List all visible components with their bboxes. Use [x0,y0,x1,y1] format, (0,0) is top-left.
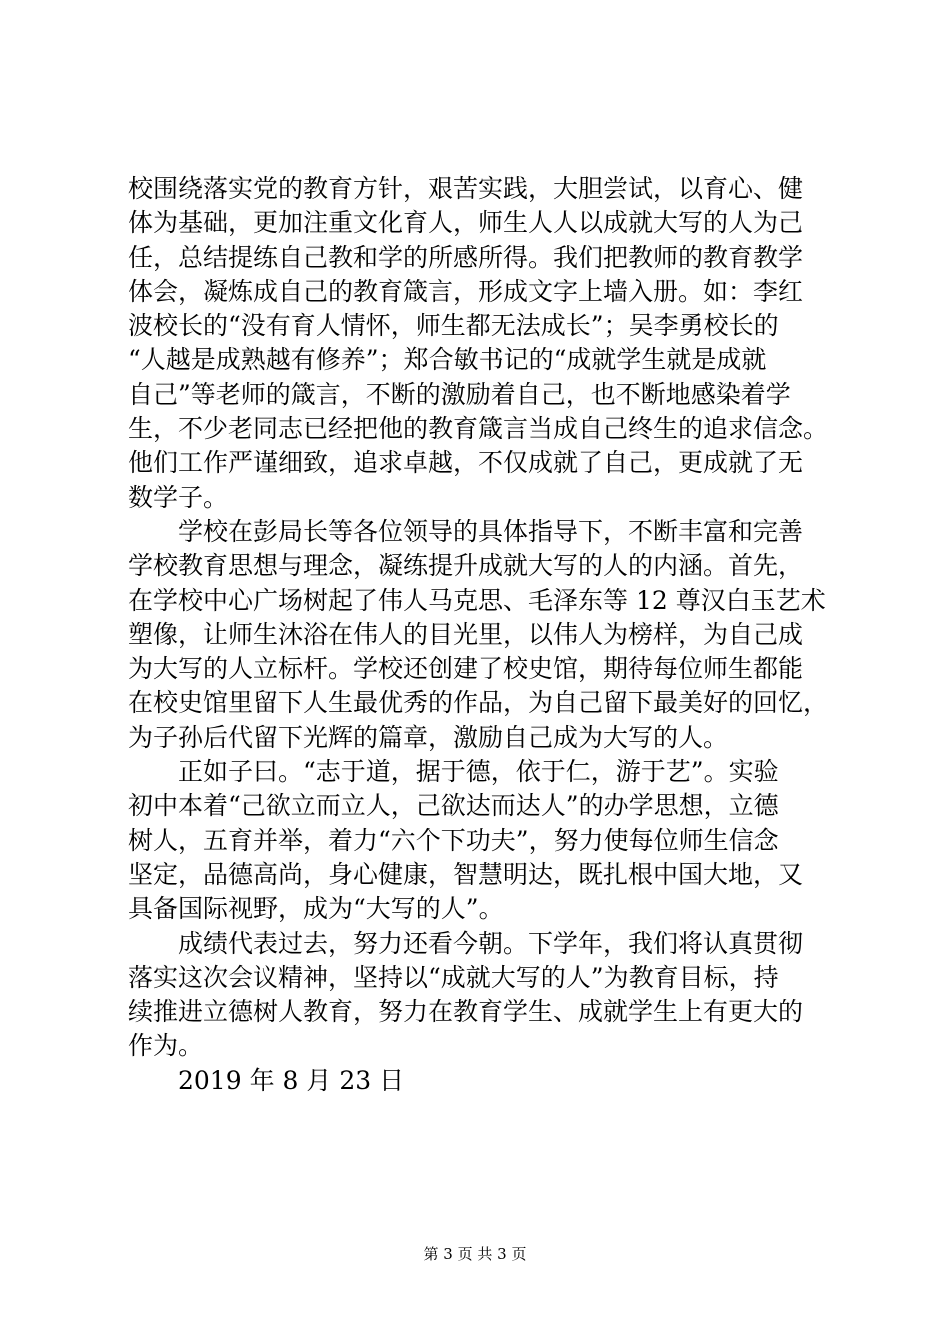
page-footer [0,1244,950,1264]
text-line: 生，不少老同志已经把他的教育箴言当成自己终生的追求信念。 [128,414,828,444]
text-line: 具备国际视野，成为“大写的人”。 [128,894,504,924]
text-line: 体会，凝炼成自己的教育箴言，形成文字上墙入册。如：李红 [128,276,804,306]
text-line: 落实这次会议精神，坚持以“成就大写的人”为教育目标，持 [128,962,779,992]
text-line: 校围绕落实党的教育方针，艰苦实践，大胆尝试，以育心、健 [128,174,804,203]
text-line: 作为。 [128,1031,204,1061]
text-line: 他们工作严谨细致，追求卓越，不仅成就了自己，更成就了无 [128,448,804,478]
text-line: “人越是成熟越有修养”；郑合敏书记的“成就学生就是成就 [128,345,767,375]
text-line: 初中本着“己欲立而立人，己欲达而达人”的办学思想，立德 [128,791,779,821]
text-line: 学校教育思想与理念，凝练提升成就大写的人的内涵。首先， [128,551,804,581]
text-line: 续推进立德树人教育，努力在教育学生、成就学生上有更大的 [128,997,804,1027]
text-line: 任，总结提练自己教和学的所感所得。我们把教师的教育教学 [128,242,804,272]
text-line: 为大写的人立标杆。学校还创建了校史馆，期待每位师生都能 [128,654,804,684]
text-line: 树人，五育并举，着力“六个下功夫”，努力使每位师生信念 [128,825,779,855]
text-line: 成绩代表过去，努力还看今朝。下学年，我们将认真贯彻 [128,928,804,958]
text-line: 为子孙后代留下光辉的篇章，激励自己成为大写的人。 [128,722,729,752]
date-line: 2019 年 8 月 23 日 [128,1065,405,1095]
text-line: 体为基础，更加注重文化育人，师生人人以成就大写的人为己 [128,208,804,238]
body-text [128,172,828,1098]
text-line: 学校在彭局长等各位领导的具体指导下，不断丰富和完善 [128,516,804,546]
text-line: 自己”等老师的箴言，不断的激励着自己，也不断地感染着学 [128,379,791,409]
text-line: 坚定，品德高尚，身心健康，智慧明达，既扎根中国大地，又 [128,859,804,889]
text-line: 在学校中心广场树起了伟人马克思、毛泽东等 12 尊汉白玉艺术 [128,585,826,615]
page-number: 第 3 页 共 3 页 [423,1245,527,1263]
text-line: 数学子。 [128,482,229,512]
text-line: 塑像，让师生沐浴在伟人的目光里，以伟人为榜样，为自己成 [128,619,804,649]
text-line: 波校长的“没有育人情怀，师生都无法成长”；吴李勇校长的 [128,311,779,341]
text-line: 正如子曰。“志于道，据于德，依于仁，游于艺”。实验 [128,757,779,787]
text-line: 在校史馆里留下人生最优秀的作品，为自己留下最美好的回忆， [128,688,828,718]
